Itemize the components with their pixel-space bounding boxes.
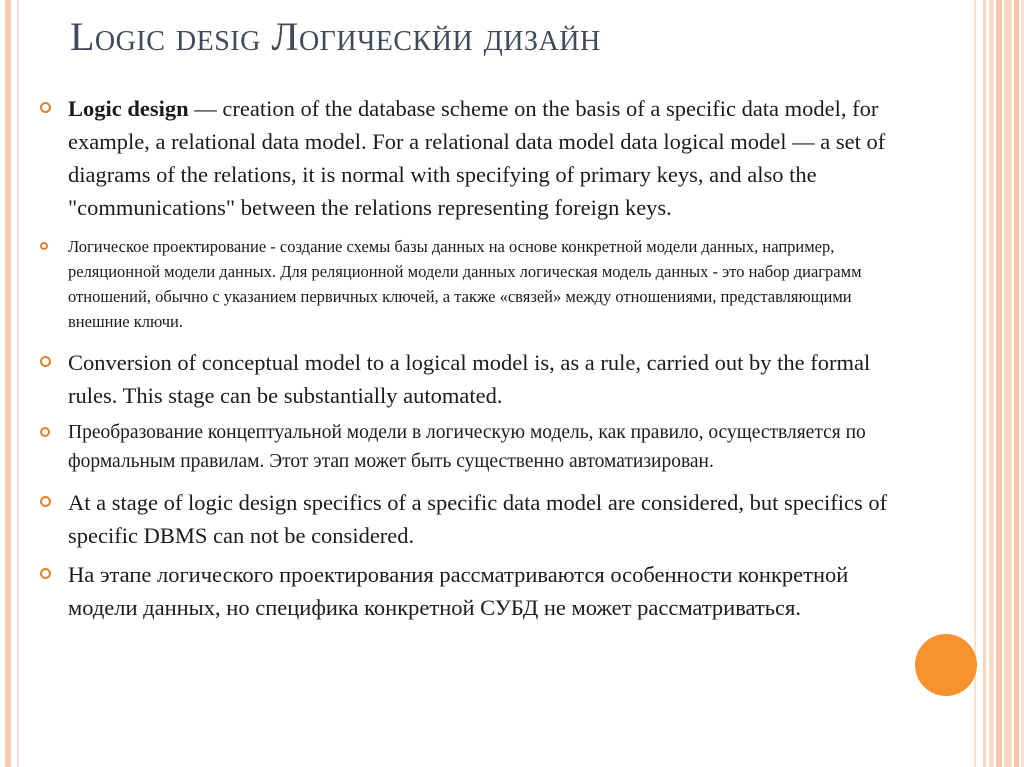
right-border-stripe-5 (1004, 0, 1012, 767)
spacer (40, 224, 900, 234)
bullet-lead-1: Logic design (68, 96, 189, 121)
spacer (40, 334, 900, 346)
bullet-text-5: At a stage of logic design specifics of a specific data model are considered, but specifics of specific DBMS can not be considered. (68, 490, 888, 548)
right-border-stripe-3 (989, 0, 994, 767)
bullet-ring-icon (40, 102, 51, 113)
bullet-ring-icon (40, 356, 51, 367)
bullet-ring-icon (40, 427, 50, 437)
spacer (40, 476, 900, 486)
right-border-stripe-2 (983, 0, 986, 767)
bullet-item-3 (40, 346, 900, 412)
bullet-ring-icon (40, 242, 48, 250)
slide-title: Logic desig Логическйи дизайн (70, 14, 601, 59)
bullet-body-1: — creation of the database scheme on the basis of a specific data model, for example, a relational data model. For a relational data model data logical model — a set of diagrams of the relations, it is normal with specifying of primary keys, and also the "communications" between the relations representing foreign keys. (68, 96, 886, 220)
bullet-text-1 (68, 92, 900, 224)
bullet-text-4: Преобразование концептуальной модели в логическую модель, как правило, осуществляется по формальным правилам. Этот этап может быть существенно автоматизирован. (68, 422, 866, 472)
right-border-stripe-4 (996, 0, 1002, 767)
slide-body (40, 92, 900, 624)
bullet-text-6: На этапе логического проектирования рассматриваются особенности конкретной модели данных, но специфика конкретной СУБД не может рассматриваться. (68, 562, 849, 620)
left-border-stripe-wide (5, 0, 11, 767)
bullet-text-2: Логическое проектирование - создание схемы базы данных на основе конкретной модели данных, например, реляционной модели данных. Для реляционной модели данных логическая модель данных - это набор диаграмм отношений, обычно с указанием первичных ключей, а также «связей» между отношениями, представляющими внешние ключи. (68, 237, 862, 331)
accent-circle-decoration (915, 634, 977, 696)
left-border-decoration (0, 0, 30, 767)
bullet-item-1 (40, 92, 900, 224)
bullet-item-2 (40, 234, 900, 334)
right-border-stripe-6 (1014, 0, 1019, 767)
right-border-decoration (972, 0, 1024, 767)
bullet-item-6 (40, 558, 900, 624)
bullet-item-5 (40, 486, 900, 552)
bullet-ring-icon (40, 568, 51, 579)
bullet-text-3: Conversion of conceptual model to a logical model is, as a rule, carried out by the formal rules. This stage can be substantially automated. (68, 350, 871, 408)
left-border-stripe-thin (17, 0, 19, 767)
bullet-item-4 (40, 418, 900, 476)
bullet-ring-icon (40, 496, 51, 507)
